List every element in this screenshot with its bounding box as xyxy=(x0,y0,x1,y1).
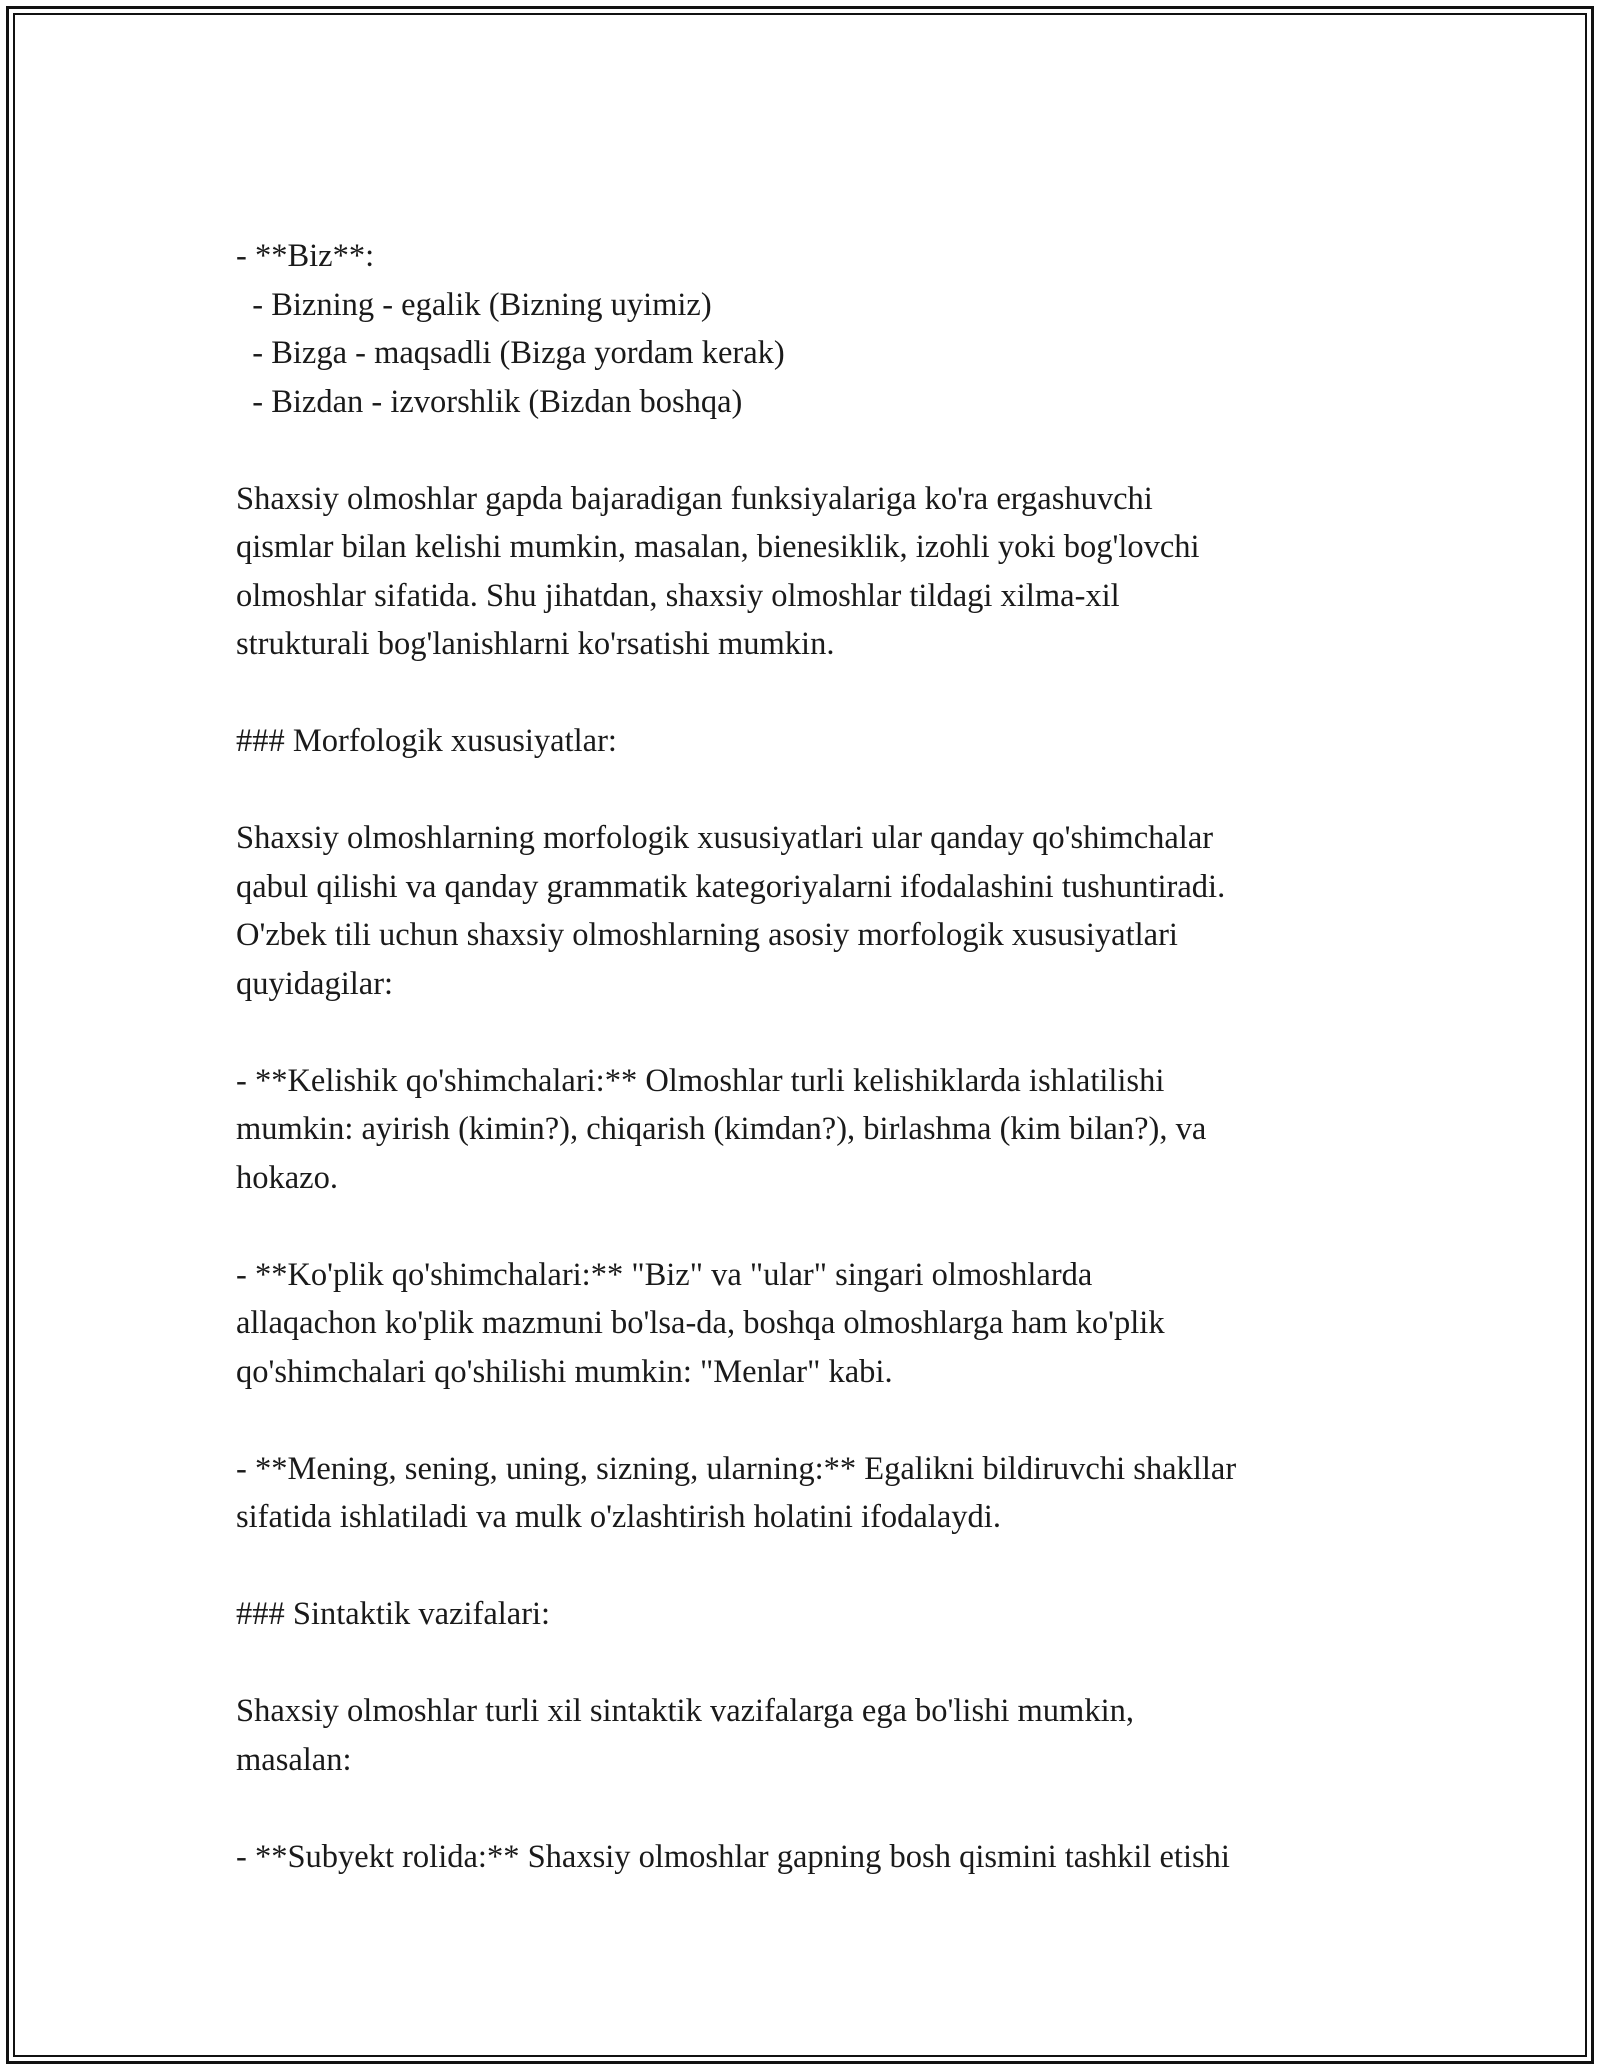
list-item-line: - **Mening, sening, uning, sizning, ularning:** Egalikni bildiruvchi shakllar xyxy=(236,1450,1237,1487)
biz-list xyxy=(236,232,1376,426)
paragraph-line: strukturali bog'lanishlarni ko'rsatishi mumkin. xyxy=(236,626,835,662)
subyekt-item xyxy=(236,1833,1376,1882)
paragraph-line: qismlar bilan kelishi mumkin, masalan, bienesiklik, izohli yoki bog'lovchi xyxy=(236,529,1200,565)
spacer xyxy=(236,669,1376,718)
heading-morfologik xyxy=(236,717,1376,766)
document-content xyxy=(236,232,1376,1881)
biz-list-item: - Bizdan - izvorshlik (Bizdan boshqa) xyxy=(236,383,743,420)
paragraph-line: Shaxsiy olmoshlar gapda bajaradigan funksiyalariga ko'ra ergashuvchi xyxy=(236,480,1153,517)
kelishik-item xyxy=(236,1057,1376,1203)
spacer xyxy=(236,1542,1376,1591)
paragraph-line: qabul qilishi va qanday grammatik kategoriyalarni ifodalashini tushuntiradi. xyxy=(236,868,1226,905)
list-item-line: - **Subyekt rolida:** Shaxsiy olmoshlar gapning bosh qismini tashkil etishi xyxy=(236,1838,1230,1875)
paragraph-line: quyidagilar: xyxy=(236,965,394,1002)
list-item-line: allaqachon ko'plik mazmuni bo'lsa-da, boshqa olmoshlarga ham ko'plik xyxy=(236,1305,1165,1341)
list-item-line: mumkin: ayirish (kimin?), chiqarish (kimdan?), birlashma (kim bilan?), va xyxy=(236,1111,1207,1147)
section-heading: ### Morfologik xususiyatlar: xyxy=(236,723,617,759)
koplik-item xyxy=(236,1251,1376,1397)
paragraph-line: olmoshlar sifatida. Shu jihatdan, shaxsiy olmoshlar tildagi xilma-xil xyxy=(236,577,1120,614)
biz-list-item: - **Biz**: xyxy=(236,238,375,274)
mening-item xyxy=(236,1445,1376,1542)
spacer xyxy=(236,766,1376,815)
morfologik-paragraph xyxy=(236,814,1376,1008)
heading-sintaktik xyxy=(236,1590,1376,1639)
list-item-line: sifatida ishlatiladi va mulk o'zlashtirish holatini ifodalaydi. xyxy=(236,1499,1001,1535)
spacer xyxy=(236,1784,1376,1833)
spacer xyxy=(236,1639,1376,1688)
spacer xyxy=(236,426,1376,475)
spacer xyxy=(236,1202,1376,1251)
sintaktik-paragraph xyxy=(236,1687,1376,1784)
list-item-line: - **Ko'plik qo'shimchalari:** "Biz" va "ular" singari olmoshlarda xyxy=(236,1256,1093,1293)
section-heading: ### Sintaktik vazifalari: xyxy=(236,1596,551,1632)
paragraph-line: O'zbek tili uchun shaxsiy olmoshlarning asosiy morfologik xususiyatlari xyxy=(236,917,1178,953)
biz-list-item: - Bizga - maqsadli (Bizga yordam kerak) xyxy=(236,335,785,371)
paragraph-line: Shaxsiy olmoshlarning morfologik xususiyatlari ular qanday qo'shimchalar xyxy=(236,820,1214,856)
paragraph-line: Shaxsiy olmoshlar turli xil sintaktik vazifalarga ega bo'lishi mumkin, xyxy=(236,1693,1134,1729)
biz-list-item: - Bizning - egalik (Bizning uyimiz) xyxy=(236,286,712,323)
paragraph-line: masalan: xyxy=(236,1741,352,1778)
spacer xyxy=(236,1008,1376,1057)
intro-paragraph xyxy=(236,475,1376,669)
list-item-line: - **Kelishik qo'shimchalari:** Olmoshlar turli kelishiklarda ishlatilishi xyxy=(236,1062,1165,1099)
list-item-line: qo'shimchalari qo'shilishi mumkin: "Menlar" kabi. xyxy=(236,1353,893,1390)
list-item-line: hokazo. xyxy=(236,1159,338,1196)
spacer xyxy=(236,1396,1376,1445)
